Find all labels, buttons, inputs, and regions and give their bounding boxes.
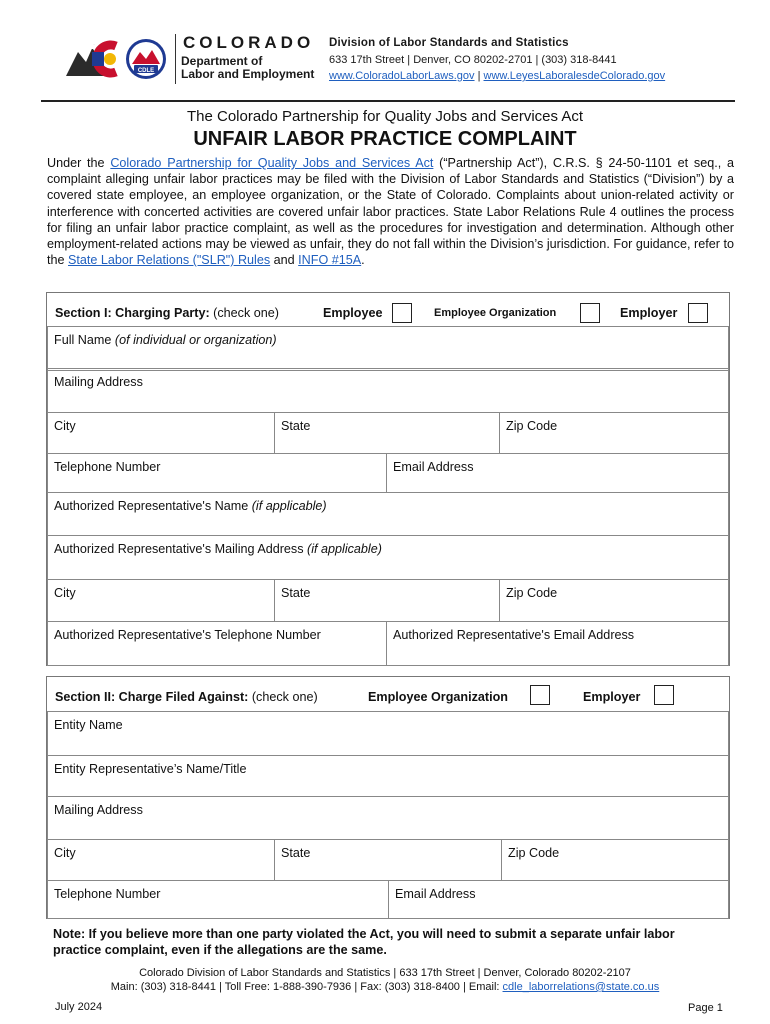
telephone-label: Telephone Number xyxy=(54,460,161,474)
against-employer-checkbox[interactable] xyxy=(654,685,674,705)
zip-field[interactable] xyxy=(499,412,729,454)
option-employer-checkbox[interactable] xyxy=(688,303,708,323)
rep-city-field[interactable] xyxy=(47,579,275,622)
note-text: Note: If you believe more than one party violated the Act, you will need to submit a separate unfair labor practice complaint, even if the allegations are the same. xyxy=(53,927,675,957)
mailing-address-field[interactable] xyxy=(47,368,729,413)
slr-rules-link[interactable]: State Labor Relations ("SLR") Rules xyxy=(68,253,271,268)
email-label: Email Address xyxy=(393,460,474,474)
link-separator: | xyxy=(474,70,484,82)
rep-name-field[interactable] xyxy=(47,492,729,536)
option-employer-label: Employer xyxy=(620,306,678,320)
rep-email-label: Authorized Representative's Email Address xyxy=(393,628,635,642)
brand-department xyxy=(181,55,314,81)
section1-heading xyxy=(55,306,279,320)
form-title: UNFAIR LABOR PRACTICE COMPLAINT xyxy=(193,128,577,150)
entity-name-label: Entity Name xyxy=(54,718,123,732)
entity-rep-field[interactable] xyxy=(47,755,729,797)
footer-line1: Colorado Division of Labor Standards and Statistics | 633 17th Street | Denver, Colorado 80202-2107 xyxy=(139,967,631,979)
option-employee-label: Employee xyxy=(323,306,383,320)
division-name: Division of Labor Standards and Statistics xyxy=(329,37,569,49)
rep-phone-field[interactable] xyxy=(47,621,387,666)
form-subtitle: The Colorado Partnership for Quality Jobs and Services Act xyxy=(186,108,584,125)
intro-paragraph xyxy=(47,155,734,268)
rep-name-label-text: Authorized Representative's Name xyxy=(54,499,249,513)
section1-heading-bold: Section I: Charging Party: xyxy=(55,306,210,320)
against-mailing-field[interactable] xyxy=(47,796,729,840)
against-email-field[interactable] xyxy=(388,880,729,919)
against-employee-org-label: Employee Organization xyxy=(368,690,508,704)
footer-line2 xyxy=(0,980,770,994)
entity-rep-label: Entity Representative’s Name/Title xyxy=(54,762,247,776)
section2-heading xyxy=(55,690,318,704)
footer-email-link[interactable]: cdle_laborrelations@state.co.us xyxy=(502,981,660,993)
rep-zip-label: Zip Code xyxy=(506,586,558,600)
svg-text:CDLE: CDLE xyxy=(137,68,155,74)
against-zip-label: Zip Code xyxy=(508,846,560,860)
rep-mailing-label-note: (if applicable) xyxy=(303,542,382,556)
against-mailing-label: Mailing Address xyxy=(54,803,143,817)
against-state-label: State xyxy=(281,846,311,860)
full-name-field[interactable] xyxy=(47,326,729,371)
division-address: 633 17th Street | Denver, CO 80202-2701 | (303) 318-8441 xyxy=(329,54,617,66)
brand-divider xyxy=(175,34,176,84)
rep-name-label xyxy=(54,499,327,513)
revision-date: July 2024 xyxy=(55,1001,103,1013)
section2-heading-note: (check one) xyxy=(248,690,318,704)
rep-mailing-field[interactable] xyxy=(47,535,729,580)
against-city-label: City xyxy=(54,846,76,860)
against-state-field[interactable] xyxy=(274,839,502,881)
state-field[interactable] xyxy=(274,412,500,454)
rep-zip-field[interactable] xyxy=(499,579,729,622)
against-email-label: Email Address xyxy=(395,887,476,901)
act-link[interactable]: Colorado Partnership for Quality Jobs and Services Act xyxy=(110,156,434,170)
against-employer-label: Employer xyxy=(583,690,641,704)
rep-name-label-note: (if applicable) xyxy=(248,499,327,513)
rep-email-field[interactable] xyxy=(386,621,729,666)
telephone-field[interactable] xyxy=(47,453,387,493)
section2-heading-bold: Section II: Charge Filed Against: xyxy=(55,690,249,704)
english-site-link[interactable]: www.ColoradoLaborLaws.gov xyxy=(329,70,475,82)
intro-text-1: Under the xyxy=(47,156,111,170)
footer-contact-text: Main: (303) 318-8441 | Toll Free: 1-888-390-7936 | Fax: (303) 318-8400 | Email: xyxy=(110,981,503,993)
full-name-label xyxy=(54,333,277,347)
city-field[interactable] xyxy=(47,412,275,454)
brand-dept-line2: Labor and Employment xyxy=(181,67,315,81)
option-employee-org-label: Employee Organization xyxy=(434,307,557,319)
against-city-field[interactable] xyxy=(47,839,275,881)
state-label: State xyxy=(281,419,311,433)
zip-label: Zip Code xyxy=(506,419,558,433)
brand-state-name: COLORADO xyxy=(183,33,315,52)
option-employee-checkbox[interactable] xyxy=(392,303,412,323)
full-name-label-note: (of individual or organization) xyxy=(111,333,277,347)
brand-dept-line1: Department of xyxy=(181,54,263,68)
entity-name-field[interactable] xyxy=(47,711,729,756)
section1-heading-note: (check one) xyxy=(209,306,279,320)
against-telephone-label: Telephone Number xyxy=(54,887,161,901)
rep-city-label: City xyxy=(54,586,76,600)
page-number: Page 1 xyxy=(688,1002,723,1014)
rep-phone-label: Authorized Representative's Telephone Number xyxy=(54,628,321,642)
against-telephone-field[interactable] xyxy=(47,880,389,919)
header-rule xyxy=(41,100,735,102)
option-employee-org-checkbox[interactable] xyxy=(580,303,600,323)
intro-text-3: and xyxy=(270,253,299,268)
intro-text-4: . xyxy=(361,253,365,268)
rep-mailing-label xyxy=(54,542,382,556)
spanish-site-link[interactable]: www.LeyesLaboralesdeColorado.gov xyxy=(483,70,666,82)
division-links xyxy=(329,70,665,82)
rep-state-field[interactable] xyxy=(274,579,500,622)
against-employee-org-checkbox[interactable] xyxy=(530,685,550,705)
rep-state-label: State xyxy=(281,586,311,600)
info-15a-link[interactable]: INFO #15A xyxy=(298,253,362,268)
intro-text-2: (“Partnership Act”), C.R.S. § 24-50-1101 et seq., a complaint alleging unfair labor practices may be filed with the Division of Labor Standards and Statistics (“Division”) by a covered state employee, an employee organization, or the State of Colorado. Complaints about union-related activity or interference with concerted activities are covered unfair labor practices. State Labor Relations Rule 4 outlines the process for filing an unfair labor practice complaint, as well as the procedures for investigation and determination. Although other employment-related actions may be viewed as unfair, they do not fall within the Division’s jurisdiction. For guidance, refer to the xyxy=(47,156,734,268)
city-label: City xyxy=(54,419,76,433)
email-field[interactable] xyxy=(386,453,729,493)
cdle-logo xyxy=(64,32,176,84)
against-zip-field[interactable] xyxy=(501,839,729,881)
mailing-address-label: Mailing Address xyxy=(54,375,143,389)
rep-mailing-label-text: Authorized Representative's Mailing Address xyxy=(54,542,304,556)
full-name-label-text: Full Name xyxy=(54,333,112,347)
